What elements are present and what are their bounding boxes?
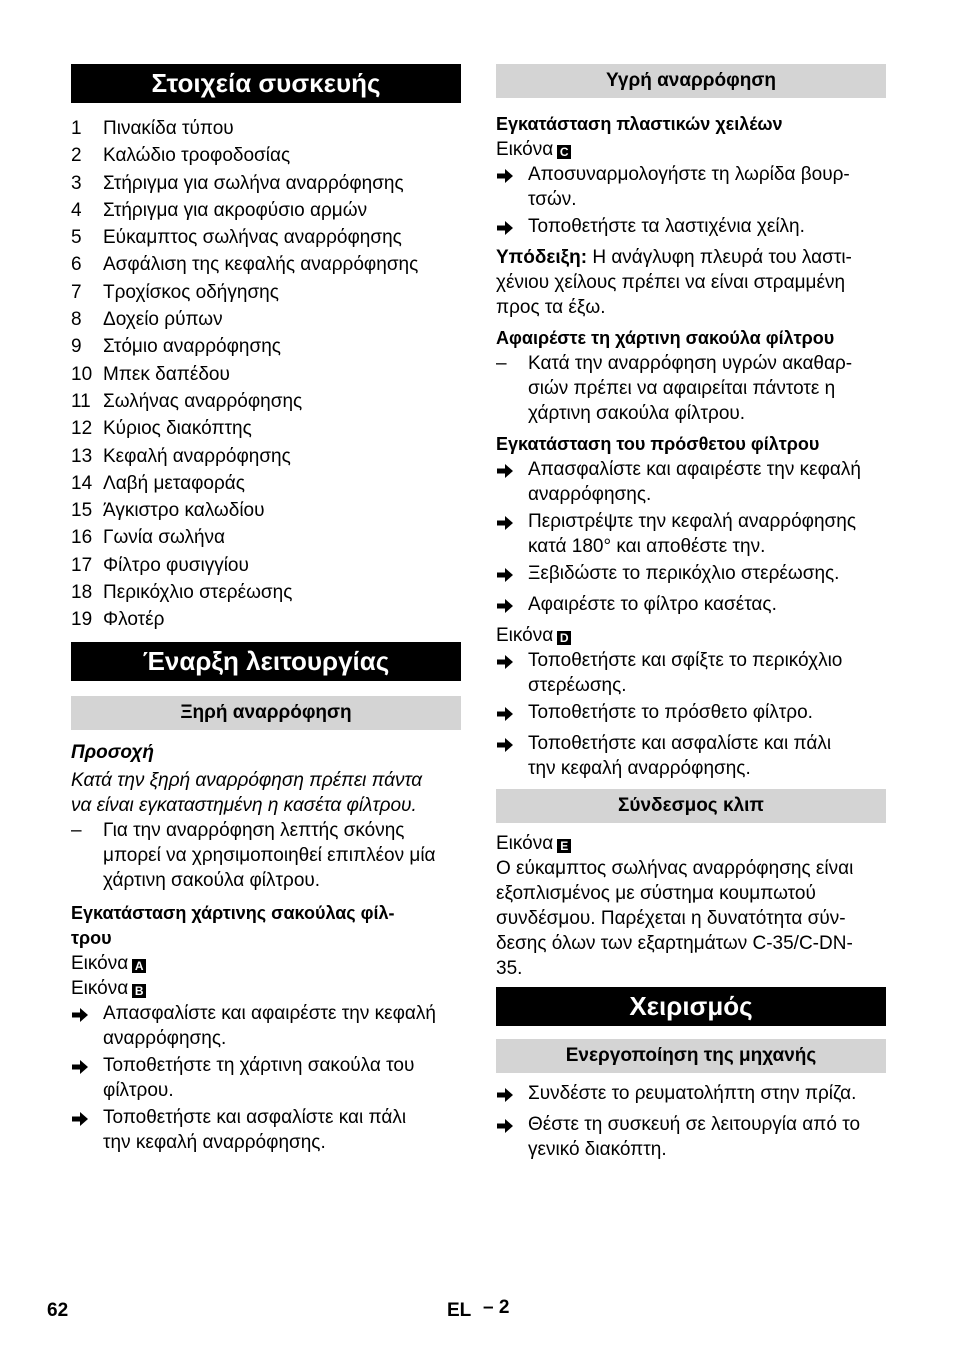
step-item [496,214,886,243]
list-item [71,470,461,497]
item-number: 9 [71,336,82,358]
list-item [71,115,461,142]
hint-label: Υπόδειξη: [496,247,588,268]
item-number: 17 [71,554,93,576]
arrow-right-icon [496,214,528,243]
figure-ref-d [496,623,886,648]
text-line: Για την αναρρόφηση λεπτής σκόνης [103,819,405,841]
step-item [496,731,886,781]
step-item [71,1105,461,1155]
arrow-right-icon [496,700,528,729]
text-line: Κατά την αναρρόφηση υγρών ακαθαρ- [528,353,853,374]
hint-line: χένιου χείλους πρέπει να είναι στραμμένη [496,272,846,293]
item-number: 12 [71,418,93,440]
step-text-line: Τοποθετήστε τη χάρτινη σακούλα του [103,1054,415,1076]
item-label: Σωλήνας αναρρόφησης [103,390,303,412]
section-title-operation: Χειρισμός [496,987,886,1026]
figure-word: Εικόνα [496,833,554,854]
item-number: 1 [71,118,82,139]
list-item [71,524,461,551]
item-number: 4 [71,199,82,221]
item-label: Φίλτρο φυσιγγίου [103,554,249,576]
parts-list [71,115,461,634]
list-item [71,361,461,388]
start-steps [496,1081,886,1162]
step-text-line: Απασφαλίστε και αφαιρέστε την κεφαλή [103,1002,436,1024]
step-text-line: Τοποθετήστε το πρόσθετο φίλτρο. [528,702,813,723]
item-label: Στήριγμα για ακροφύσιο αρμών [103,199,368,221]
step-item [496,700,886,729]
list-item [71,333,461,360]
arrow-right-icon [71,1053,103,1103]
figure-letter-e: E [557,839,571,853]
item-number: 10 [71,363,93,385]
arrow-right-icon [496,162,528,212]
subsection-title-clip-connector: Σύνδεσμος κλιπ [496,789,886,823]
heading-plastic-lips: Εγκατάσταση πλαστικών χειλέων [496,114,783,134]
step-text-line: στερέωσης. [528,675,627,696]
list-item [71,606,461,633]
step-item [71,1053,461,1103]
step-text-line: Τοποθετήστε και ασφαλίστε και πάλι [528,733,832,754]
step-text-line: Απασφαλίστε και αφαιρέστε την κεφαλή [528,459,861,480]
item-number: 18 [71,582,93,604]
clip-text-line: 35. [496,958,523,979]
language-code: EL [447,1300,472,1321]
figure-ref-b [71,976,461,1001]
step-text-line: Τοποθετήστε τα λαστιχένια χείλη. [528,216,805,237]
figure-ref-c [496,137,886,162]
figure-word: Εικόνα [71,952,129,974]
arrow-right-icon [71,1105,103,1155]
item-number: 16 [71,527,93,549]
right-column [496,64,886,1164]
arrow-right-icon [496,648,528,698]
arrow-right-icon [496,592,528,621]
step-text-line: Θέστε τη συσκευή σε λειτουργία από το [528,1114,861,1135]
step-item [496,592,886,621]
item-label: Δοχείο ρύπων [103,309,223,331]
item-number: 13 [71,445,93,467]
heading-paper-bag-line: Εγκατάσταση χάρτινης σακούλας φίλ- [71,902,395,923]
arrow-right-icon [496,731,528,781]
dash-icon: – [71,819,82,841]
step-text-line: Αποσυναρμολογήστε τη λωρίδα βουρ- [528,164,850,185]
arrow-right-icon [496,561,528,590]
hint-line [496,245,886,270]
step-text-line: τσών. [528,189,577,210]
item-number: 15 [71,500,93,522]
section-title-start-up: Έναρξη λειτουργίας [71,642,461,681]
item-label: Στήριγμα για σωλήνα αναρρόφησης [103,172,404,194]
item-label: Μπεκ δαπέδου [103,363,230,385]
step-text-line: Περιστρέψτε την κεφαλή αναρρόφησης [528,511,856,532]
figure-letter-a: A [132,959,146,973]
step-text-line: Συνδέστε το ρευματολήπτη στην πρίζα. [528,1083,857,1104]
list-item [71,579,461,606]
step-item [496,162,886,212]
step-item [496,457,886,507]
step-text-line: την κεφαλή αναρρόφησης. [528,758,751,779]
list-item [71,306,461,333]
heading-paper-bag-line: τρου [71,927,112,948]
figure-word: Εικόνα [496,625,554,646]
step-text-line: Αφαιρέστε το φίλτρο κασέτας. [528,594,777,615]
item-number: 2 [71,145,82,167]
item-number: 6 [71,254,82,276]
figure-ref-a [71,951,461,976]
step-item [496,1112,886,1162]
caution-text-line: να είναι εγκαταστημένη η κασέτα φίλτρου. [71,794,417,816]
item-label: Εύκαμπτος σωλήνας αναρρόφησης [103,227,402,249]
list-item [71,415,461,442]
item-label: Ασφάλιση της κεφαλής αναρρόφησης [103,254,419,276]
subsection-title-start-machine: Ενεργοποίηση της μηχανής [496,1039,886,1073]
list-item [71,224,461,251]
extra-steps-2 [496,648,886,781]
step-text-line: αναρρόφησης. [103,1027,227,1049]
extra-steps-1 [496,457,886,621]
step-text-line: γενικό διακόπτη. [528,1139,667,1160]
step-text-line: Ξεβιδώστε το περικόχλιο στερέωσης. [528,563,840,584]
item-label: Καλώδιο τροφοδοσίας [103,145,291,167]
arrow-right-icon [496,509,528,559]
sub-page-number: – 2 [483,1297,510,1318]
step-text-line: την κεφαλή αναρρόφησης. [103,1131,326,1153]
arrow-right-icon [496,1112,528,1162]
list-item [71,552,461,579]
step-item [496,1081,886,1110]
figure-letter-b: B [132,984,146,998]
item-number: 7 [71,281,82,303]
dash-item [496,351,886,426]
dash-icon: – [496,353,507,374]
item-number: 14 [71,472,93,494]
item-number: 19 [71,609,93,631]
page-number: 62 [47,1300,69,1321]
clip-text-line: δεσης όλων των εξαρτημάτων C-35/C-DN- [496,933,853,954]
item-label: Λαβή μεταφοράς [103,472,245,494]
item-label: Κεφαλή αναρρόφησης [103,445,291,467]
item-label: Στόμιο αναρρόφησης [103,336,281,358]
text-line: μπορεί να χρησιμοποιηθεί επιπλέον μία [103,844,436,866]
figure-letter-c: C [557,145,571,159]
item-label: Φλοτέρ [103,609,165,631]
subsection-title-dry-vacuuming: Ξηρή αναρρόφηση [71,696,461,730]
figure-letter-d: D [557,631,571,645]
hint-line: προς τα έξω. [496,297,606,318]
dash-item [71,818,461,893]
left-steps [71,1001,461,1155]
list-item [71,251,461,278]
text-line: χάρτινη σακούλα φίλτρου. [528,403,746,424]
item-number: 5 [71,227,82,249]
item-number: 3 [71,172,82,194]
clip-text-line: Ο εύκαμπτος σωλήνας αναρρόφησης είναι [496,858,854,879]
caution-text-line: Κατά την ξηρή αναρρόφηση πρέπει πάντα [71,769,423,791]
figure-word: Εικόνα [496,139,554,160]
list-item [71,142,461,169]
figure-ref-e [496,831,886,856]
arrow-right-icon [71,1001,103,1051]
step-text-line: φίλτρου. [103,1079,174,1101]
text-line: χάρτινη σακούλα φίλτρου. [103,869,321,891]
heading-extra-filter: Εγκατάσταση του πρόσθετου φίλτρου [496,434,820,454]
step-item [496,561,886,590]
item-label: Πινακίδα τύπου [103,118,234,139]
clip-text-line: συνδέσμου. Παρέχεται η δυνατότητα σύν- [496,908,846,929]
item-label: Γωνία σωλήνα [103,527,226,549]
heading-remove-paper-bag: Αφαιρέστε τη χάρτινη σακούλα φίλτρου [496,328,835,348]
item-number: 11 [71,390,91,412]
list-item [71,388,461,415]
list-item [71,197,461,224]
item-number: 8 [71,309,82,331]
step-item [496,509,886,559]
item-label: Κύριος διακόπτης [103,418,252,440]
list-item [71,443,461,470]
step-item [496,648,886,698]
section-title-device-elements: Στοιχεία συσκευής [71,64,461,103]
text-line: σιών πρέπει να αφαιρείται πάντοτε η [528,378,836,399]
arrow-right-icon [496,457,528,507]
figure-word: Εικόνα [71,977,129,999]
item-label: Τροχίσκος οδήγησης [103,281,279,303]
step-item [71,1001,461,1051]
list-item [71,497,461,524]
caution-label: Προσοχή [71,741,155,763]
step-text-line: κατά 180° και αποθέστε την. [528,536,766,557]
item-label: Περικόχλιο στερέωσης [103,582,293,604]
left-column [71,64,461,1157]
step-text-line: αναρρόφησης. [528,484,652,505]
step-text-line: Τοποθετήστε και ασφαλίστε και πάλι [103,1106,407,1128]
list-item [71,279,461,306]
hint-text: Η ανάγλυφη πλευρά του λαστι- [587,247,852,268]
lips-steps [496,162,886,243]
arrow-right-icon [496,1081,528,1110]
list-item [71,170,461,197]
item-label: Άγκιστρο καλωδίου [103,500,265,522]
subsection-title-wet-vacuuming: Υγρή αναρρόφηση [496,64,886,98]
step-text-line: Τοποθετήστε και σφίξτε το περικόχλιο [528,650,843,671]
clip-text-line: εξοπλισμένος με σύστημα κουμπωτού [496,883,816,904]
